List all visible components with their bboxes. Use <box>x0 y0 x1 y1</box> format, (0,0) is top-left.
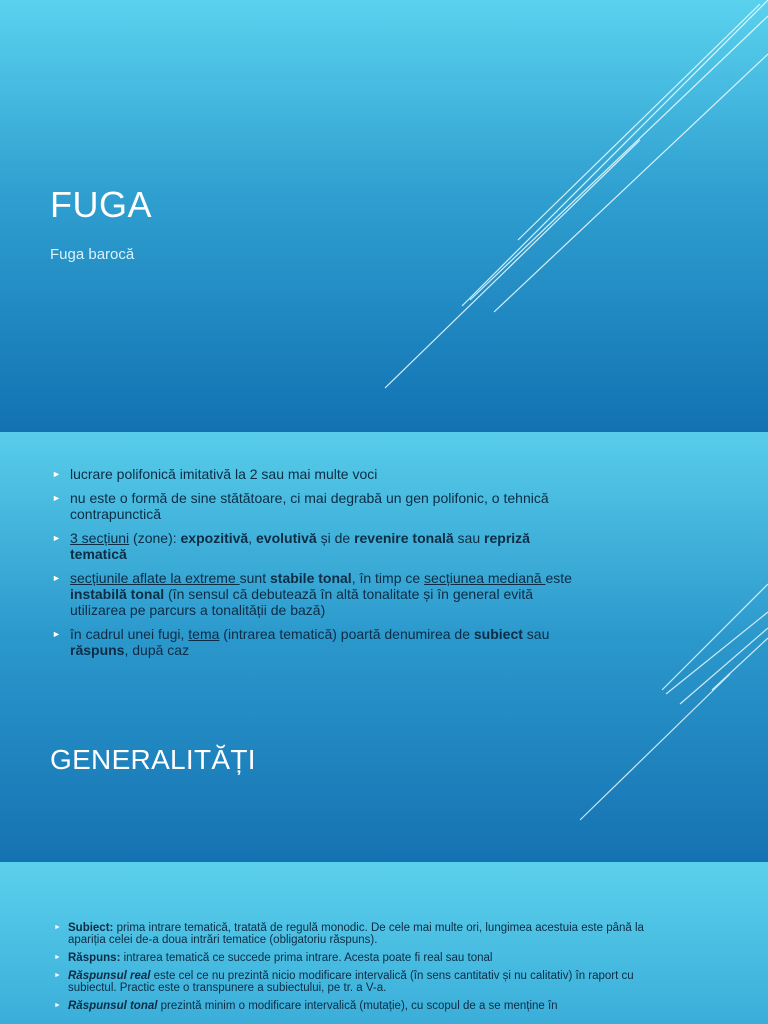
definitions-slide <box>0 862 768 1024</box>
arrowhead-right-icon: ► <box>54 1002 61 1009</box>
text-segment: intrarea tematică ce succede prima intrare. Acesta poate fi real sau tonal <box>120 952 493 964</box>
arrowhead-right-icon: ► <box>52 469 61 479</box>
text-segment: (în sensul că debutează în altă tonalitate și în general evită utilizarea pe parcurs a tonalității de bază) <box>70 586 534 618</box>
list-item <box>52 466 572 482</box>
text-segment: (zone): <box>129 530 181 546</box>
text-segment: subiect <box>473 626 523 642</box>
text-segment: secțiunile aflate la extreme <box>70 570 240 586</box>
list-item <box>54 952 644 964</box>
list-item <box>52 570 572 618</box>
list-item-text <box>70 626 549 658</box>
list-item-text <box>68 922 644 946</box>
arrowhead-right-icon: ► <box>54 972 61 979</box>
list-item <box>52 530 572 562</box>
title-slide <box>0 0 768 432</box>
text-segment: , după caz <box>124 642 190 658</box>
text-segment: nu este o formă de sine stătătoare, ci mai degrabă un gen polifonic, o tehnică contrapunctică <box>70 490 549 522</box>
text-segment: Răspunsul real <box>68 970 151 982</box>
arrowhead-right-icon: ► <box>54 924 61 931</box>
text-segment: sau <box>453 530 485 546</box>
page-title: FUGA <box>50 184 153 225</box>
text-segment: Răspuns: <box>68 952 121 964</box>
text-segment: stabile tonal <box>270 570 352 586</box>
list-item-text <box>70 570 572 618</box>
text-segment: tema <box>188 626 220 642</box>
list-item-text <box>68 952 492 964</box>
list-item-text <box>70 530 530 562</box>
text-segment: 3 secțiuni <box>70 530 130 546</box>
text-segment: în cadrul unei fugi, <box>70 626 189 642</box>
list-item <box>54 970 644 994</box>
arrowhead-right-icon: ► <box>52 533 61 543</box>
list-item-text <box>70 490 549 522</box>
text-segment: revenire tonală <box>354 530 454 546</box>
text-segment: sau <box>522 626 550 642</box>
text-segment: (intrarea tematică) poartă denumirea de <box>219 626 474 642</box>
bullet-list <box>52 466 572 666</box>
text-segment: instabilă tonal <box>70 586 165 602</box>
list-item-text <box>68 1000 558 1012</box>
list-item-text <box>68 970 634 994</box>
text-segment: lucrare polifonică imitativă la 2 sau mai multe voci <box>70 466 378 482</box>
text-segment: , în timp ce <box>351 570 425 586</box>
text-segment: , <box>248 530 256 546</box>
text-segment: și de <box>316 530 355 546</box>
text-segment: evolutivă <box>256 530 317 546</box>
text-segment: prezintă minim o modificare intervalică (mutație), cu scopul de a se menține în <box>157 1000 558 1012</box>
text-segment: prima intrare tematică, tratată de regulă monodic. De cele mai multe ori, lungimea acestuia este până la apariția celei de-a doua intrări tematice (obligatoriu răspuns). <box>68 922 644 946</box>
section-title: GENERALITĂȚI <box>50 744 256 775</box>
text-segment: repriză tematică <box>70 530 530 562</box>
text-segment: este cel ce nu prezintă nicio modificare intervalică (în sens cantitativ și nu calitativ) în raport cu subiectul. Practic este o transpunere a subiectului, pe tr. a V-a. <box>68 970 634 994</box>
text-segment: sunt <box>239 570 270 586</box>
list-item <box>52 490 572 522</box>
list-item <box>54 1000 644 1012</box>
text-segment: Subiect: <box>68 922 114 934</box>
list-item-text <box>70 466 377 482</box>
text-segment: este <box>545 570 572 586</box>
arrowhead-right-icon: ► <box>54 954 61 961</box>
text-segment: secțiunea mediană <box>424 570 546 586</box>
generalitati-slide <box>0 432 768 862</box>
text-segment: expozitivă <box>180 530 249 546</box>
arrowhead-right-icon: ► <box>52 629 61 639</box>
list-item <box>54 922 644 946</box>
bullet-list <box>54 922 644 1018</box>
text-segment: Răspunsul tonal <box>68 1000 158 1012</box>
page-subtitle: Fuga barocă <box>50 246 135 263</box>
list-item <box>52 626 572 658</box>
text-segment: răspuns <box>70 642 125 658</box>
arrowhead-right-icon: ► <box>52 493 61 503</box>
arrowhead-right-icon: ► <box>52 573 61 583</box>
